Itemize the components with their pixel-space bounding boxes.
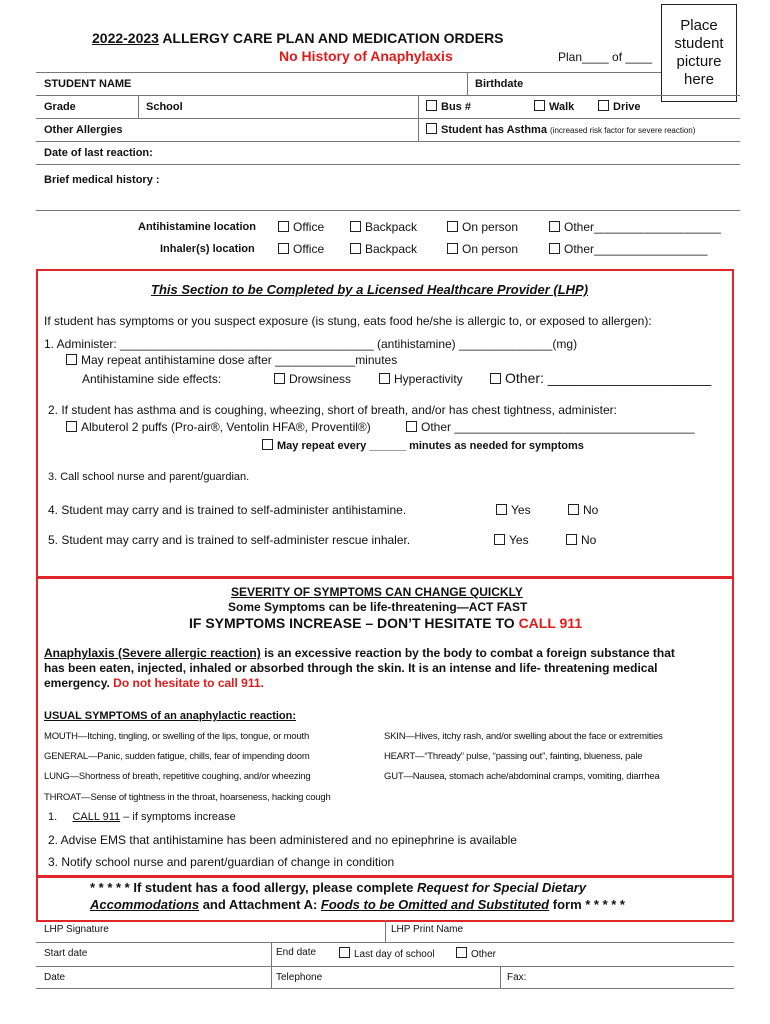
carry-inhaler-yes[interactable]: Yes	[494, 533, 529, 547]
antihistamine-other-option[interactable]: Other___________________	[549, 220, 721, 234]
checkbox[interactable]	[447, 243, 458, 254]
lhp-print-name-label: LHP Print Name	[391, 924, 464, 935]
antihistamine-location-label: Antihistamine location	[138, 221, 256, 233]
inhaler-on-person-option[interactable]: On person	[447, 242, 518, 256]
severity-heading: SEVERITY OF SYMPTOMS CAN CHANGE QUICKLY	[231, 585, 523, 599]
other-side-effect-option[interactable]: Other: _____________________	[490, 370, 711, 386]
medical-history-label: Brief medical history :	[44, 174, 160, 186]
hyperactivity-option[interactable]: Hyperactivity	[379, 372, 463, 386]
anaphylaxis-definition: Anaphylaxis (Severe allergic reaction) is an excessive reaction by the body to combat a foreign substance that has been eaten, injected, inhaled or absorbed through the skin. It is an intense and life- threatening medical emergency. Do not hesitate to call 911.	[44, 646, 675, 690]
student-photo-box[interactable]	[661, 4, 737, 102]
checkbox[interactable]	[66, 354, 77, 365]
drive-checkbox[interactable]	[598, 100, 609, 111]
walk-checkbox[interactable]	[534, 100, 545, 111]
school-label: School	[146, 101, 183, 113]
asthma-instruction: 2. If student has asthma and is coughing, wheezing, short of breath, and/or has chest tightness, administer:	[48, 403, 617, 417]
antihistamine-on-person-option[interactable]: On person	[447, 220, 518, 234]
administer-line: 1. Administer: ______________________________________ (antihistamine) ______________(mg)	[44, 337, 578, 351]
checkbox[interactable]	[274, 373, 285, 384]
end-date-other-option[interactable]: Other	[456, 947, 496, 960]
repeat-dose-option[interactable]: May repeat antihistamine dose after ____________minutes	[66, 353, 397, 367]
side-effects-label: Antihistamine side effects:	[82, 372, 222, 386]
step-notify-nurse: 3. Notify school nurse and parent/guardian of change in condition	[48, 855, 395, 869]
birthdate-label: Birthdate	[475, 78, 524, 90]
last-reaction-label: Date of last reaction:	[44, 147, 153, 159]
checkbox[interactable]	[406, 421, 417, 432]
school-year: 2022-2023	[92, 30, 159, 46]
antihistamine-office-option[interactable]: Office	[278, 220, 324, 234]
checkbox[interactable]	[496, 504, 507, 515]
drowsiness-option[interactable]: Drowsiness	[274, 372, 351, 386]
photo-text-line: picture	[676, 53, 722, 70]
checkbox[interactable]	[568, 504, 579, 515]
inhaler-backpack-option[interactable]: Backpack	[350, 242, 417, 256]
symptom-skin: SKIN—Hives, itchy rash, and/or swelling about the face or extremities	[384, 731, 663, 742]
asthma-note: (increased risk factor for severe reaction)	[550, 126, 696, 135]
grade-label: Grade	[44, 101, 76, 113]
checkbox[interactable]	[278, 221, 289, 232]
step-call-911: 1. CALL 911 – if symptoms increase	[48, 811, 236, 823]
lhp-intro: If student has symptoms or you suspect exposure (is stung, eats food he/she is allergic to, or exposed to allergen):	[44, 314, 652, 328]
carry-inhaler-no[interactable]: No	[566, 533, 596, 547]
food-allergy-notice-line1: * * * * * If student has a food allergy, please complete Request for Special Dietary	[90, 880, 587, 895]
checkbox[interactable]	[549, 243, 560, 254]
checkbox[interactable]	[566, 534, 577, 545]
telephone-label: Telephone	[276, 972, 323, 983]
student-name-label: STUDENT NAME	[44, 78, 132, 90]
carry-antihistamine-question: 4. Student may carry and is trained to self-administer antihistamine.	[48, 503, 407, 517]
form-subtitle: No History of Anaphylaxis	[279, 48, 453, 64]
symptom-heart: HEART—“Thready” pulse, “passing out”, fainting, blueness, pale	[384, 751, 643, 762]
checkbox[interactable]	[350, 243, 361, 254]
symptom-lung: LUNG—Shortness of breath, repetitive coughing, and/or wheezing	[44, 771, 311, 782]
end-date-label: End date	[276, 947, 317, 958]
checkbox[interactable]	[549, 221, 560, 232]
photo-text-line: Place	[680, 17, 718, 34]
photo-text-line: here	[683, 71, 715, 88]
carry-antihistamine-no[interactable]: No	[568, 503, 598, 517]
severity-subheading: Some Symptoms can be life-threatening—ACT FAST	[228, 600, 528, 614]
fax-label: Fax:	[507, 972, 527, 983]
form-title: 2022-2023 ALLERGY CARE PLAN AND MEDICATION ORDERS	[92, 30, 504, 46]
drive-option[interactable]: Drive	[598, 100, 641, 113]
carry-inhaler-question: 5. Student may carry and is trained to self-administer rescue inhaler.	[48, 533, 411, 547]
date-label: Date	[44, 972, 66, 983]
checkbox[interactable]	[456, 947, 467, 958]
checkbox[interactable]	[490, 373, 501, 384]
call-nurse-instruction: 3. Call school nurse and parent/guardian.	[48, 471, 250, 483]
asthma-checkbox[interactable]	[426, 123, 437, 134]
checkbox[interactable]	[447, 221, 458, 232]
checkbox[interactable]	[278, 243, 289, 254]
walk-option[interactable]: Walk	[534, 100, 574, 113]
albuterol-option[interactable]: Albuterol 2 puffs (Pro-air®, Ventolin HFA®, Proventil®)	[66, 420, 371, 434]
checkbox[interactable]	[66, 421, 77, 432]
symptom-gut: GUT—Nausea, stomach ache/abdominal cramps, vomiting, diarrhea	[384, 771, 660, 782]
start-date-label: Start date	[44, 948, 88, 959]
lhp-heading: This Section to be Completed by a Licensed Healthcare Provider (LHP)	[151, 282, 589, 297]
asthma-option[interactable]: Student has Asthma (increased risk factor for severe reaction)	[426, 123, 695, 136]
checkbox[interactable]	[339, 947, 350, 958]
checkbox[interactable]	[494, 534, 505, 545]
albuterol-other-option[interactable]: Other ____________________________________	[406, 420, 695, 434]
inhaler-office-option[interactable]: Office	[278, 242, 324, 256]
inhaler-other-option[interactable]: Other_________________	[549, 242, 707, 256]
photo-text-line: student	[674, 35, 724, 52]
checkbox[interactable]	[262, 439, 273, 450]
last-day-option[interactable]: Last day of school	[339, 947, 435, 960]
inhaler-location-label: Inhaler(s) location	[160, 243, 255, 255]
usual-symptoms-heading: USUAL SYMPTOMS of an anaphylactic reaction:	[44, 710, 297, 722]
symptom-throat: THROAT—Sense of tightness in the throat, hoarseness, hacking cough	[44, 792, 331, 803]
food-allergy-notice-line2: Accommodations and Attachment A: Foods to be Omitted and Substituted form * * * * *	[90, 897, 625, 912]
symptom-mouth: MOUTH—Itching, tingling, or swelling of the lips, tongue, or mouth	[44, 731, 310, 742]
other-allergies-label: Other Allergies	[44, 124, 123, 136]
plan-number: Plan____ of ____	[558, 50, 653, 64]
lhp-signature-label: LHP Signature	[44, 924, 109, 935]
bus-option[interactable]: Bus #	[426, 100, 471, 113]
symptom-general: GENERAL—Panic, sudden fatigue, chills, fear of impending doom	[44, 751, 310, 762]
step-advise-ems: 2. Advise EMS that antihistamine has been administered and no epinephrine is available	[48, 833, 517, 847]
checkbox[interactable]	[350, 221, 361, 232]
antihistamine-backpack-option[interactable]: Backpack	[350, 220, 417, 234]
bus-checkbox[interactable]	[426, 100, 437, 111]
carry-antihistamine-yes[interactable]: Yes	[496, 503, 531, 517]
call-911-heading: IF SYMPTOMS INCREASE – DON’T HESITATE TO CALL 911	[189, 615, 583, 631]
checkbox[interactable]	[379, 373, 390, 384]
may-repeat-option[interactable]: May repeat every ______ minutes as needed for symptoms	[262, 439, 584, 452]
